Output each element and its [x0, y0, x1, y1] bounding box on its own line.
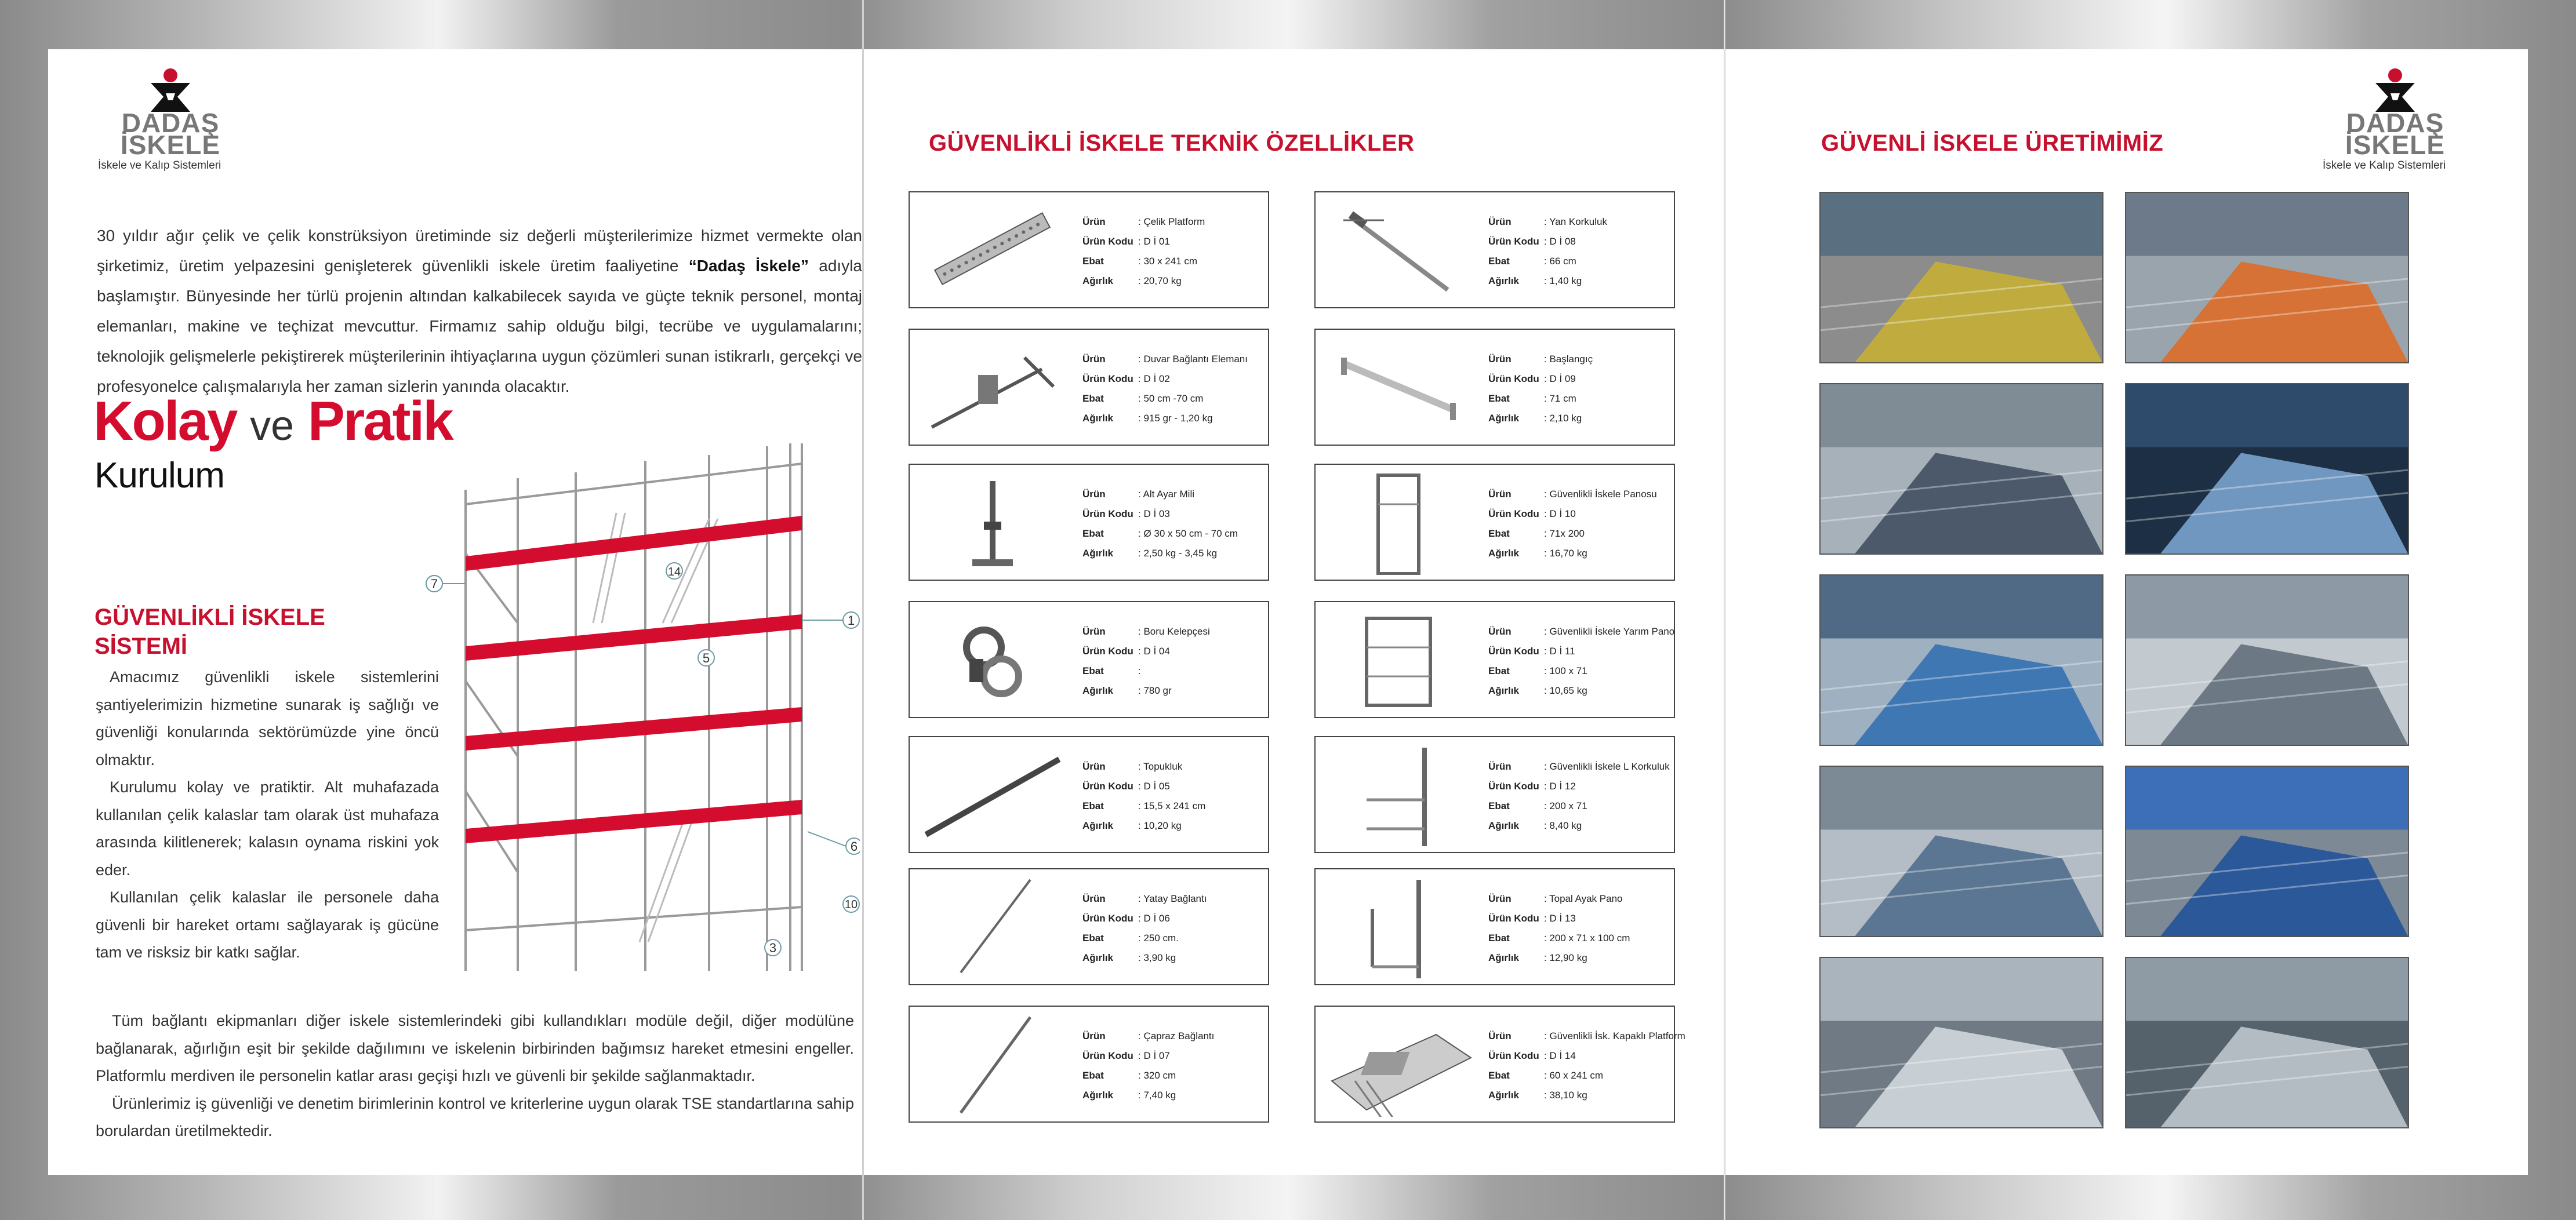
leg-frame-icon: [1320, 874, 1477, 979]
spec-label: Ürün Kodu: [1082, 508, 1133, 519]
spec-label: Ebat: [1488, 393, 1510, 404]
spec-row: [1488, 252, 1607, 271]
spec-value: : Çelik Platform: [1138, 216, 1205, 227]
product-card: [1314, 464, 1675, 581]
spec-value: : D İ 06: [1138, 913, 1170, 924]
spec-row: [1082, 622, 1210, 642]
body-paragraph-1: Amacımız güvenlikli iskele sistemlerini şantiyelerimizin hizmetine sunarak iş sağlığı ve güvenliği konularında sektörümüzde yine öncü olmaktır.: [96, 668, 439, 769]
callout-7: 7: [430, 577, 438, 591]
spec-value: : Yatay Bağlantı: [1138, 893, 1207, 904]
spec-row: [1488, 642, 1674, 661]
spec-value: : 10,20 kg: [1138, 820, 1182, 831]
spec-label: Ürün: [1082, 893, 1106, 904]
spec-row: [1082, 796, 1205, 816]
product-card: [1314, 1006, 1685, 1123]
press-machine-photo: [1819, 192, 2103, 363]
half-frame-icon: [1320, 607, 1477, 712]
spec-label: Ürün Kodu: [1082, 373, 1133, 384]
spec-row: [1488, 1066, 1685, 1086]
spec-label: Ürün Kodu: [1082, 236, 1133, 247]
blue-stacks-photo: [2125, 766, 2409, 937]
spec-list: [1488, 622, 1674, 701]
callout-1: 1: [847, 613, 855, 628]
system-description: [96, 664, 439, 967]
specs-title: GÜVENLİKLİ İSKELE TEKNİK ÖZELLİKLER: [929, 130, 1415, 156]
spec-row: [1082, 777, 1205, 796]
spec-row: [1488, 1026, 1685, 1046]
brand-name-line1: DADAŞ: [2346, 108, 2444, 138]
side-rail-icon: [1320, 197, 1477, 303]
brand-tagline: İskele ve Kalıp Sistemleri: [2323, 159, 2446, 172]
pipe-bundles-photo: [2125, 957, 2409, 1128]
spec-value: : 2,50 kg - 3,45 kg: [1138, 548, 1218, 559]
brand-name-line2: İSKELE: [120, 130, 221, 160]
spec-value: : 20,70 kg: [1138, 275, 1182, 286]
spec-value: : Ø 30 x 50 cm - 70 cm: [1138, 528, 1238, 539]
page-production: [1725, 49, 2528, 1175]
spec-label: Ürün Kodu: [1488, 646, 1539, 657]
callout-3: 3: [769, 941, 777, 955]
spec-value: : 50 cm -70 cm: [1138, 393, 1204, 404]
brand-name-line1: DADAŞ: [121, 108, 220, 138]
spec-row: [1082, 928, 1207, 948]
spec-value: : 12,90 kg: [1544, 952, 1587, 963]
spec-row: [1082, 544, 1238, 563]
product-card: [909, 868, 1269, 985]
brand-logo: [92, 68, 249, 178]
spec-row: [1488, 1046, 1685, 1066]
spec-label: Ürün: [1488, 626, 1512, 637]
spec-label: Ürün: [1082, 1030, 1106, 1041]
workshop-photo: [1819, 766, 2103, 937]
spec-value: : Başlangıç: [1544, 354, 1593, 365]
spec-label: Ebat: [1082, 256, 1104, 267]
spec-row: [1082, 1046, 1214, 1066]
spec-row: [1082, 504, 1238, 524]
spec-value: : 3,90 kg: [1138, 952, 1176, 963]
spec-value: : Duvar Bağlantı Elemanı: [1138, 354, 1248, 365]
spec-value: : D İ 12: [1544, 781, 1576, 792]
spec-list: [1488, 757, 1670, 836]
spec-label: Ebat: [1488, 933, 1510, 944]
product-card: [909, 464, 1269, 581]
spec-label: Ağırlık: [1082, 548, 1113, 559]
product-card: [1314, 868, 1675, 985]
spec-label: Ürün: [1082, 354, 1106, 365]
section-title-line2: SİSTEMİ: [95, 633, 188, 659]
spec-label: Ağırlık: [1488, 685, 1519, 696]
spec-row: [1488, 661, 1674, 681]
spec-value: : D İ 07: [1138, 1050, 1170, 1061]
spec-value: : D İ 10: [1544, 508, 1576, 519]
spec-label: Ürün Kodu: [1082, 646, 1133, 657]
spec-label: Ağırlık: [1082, 1090, 1113, 1101]
intro-text-2: adıyla başlamıştır. Bünyesinde her türlü projenin altından kalkabilecek sayıda ve güçte teknik personel, montaj elemanları, makine ve teçhizat mevcuttur. Firmamız sahip olduğu bilgi, tecrübe ve uygulamalarını; teknolojik gelişmelerle pekiştirerek müşterilerinin ihtiyaçlarına uygun çözümleri sunan istikrarlı, gerçekçi ve profesyonelce çalışmalarıyla her zaman sizlerin yanında olacaktır.: [97, 257, 863, 395]
spec-row: [1082, 889, 1207, 909]
spec-value: : 71x 200: [1544, 528, 1585, 539]
intro-brand-name: “Dadaş İskele”: [688, 257, 809, 275]
spec-row: [1488, 757, 1670, 777]
spec-label: Ürün: [1082, 761, 1106, 772]
spec-label: Ürün Kodu: [1488, 781, 1539, 792]
spec-value: : 2,10 kg: [1544, 413, 1582, 424]
pipe-clamp-icon: [914, 607, 1071, 712]
bottom-paragraph-1: Tüm bağlantı ekipmanları diğer iskele sistemlerindeki gibi kullandıkları modüle değil, diğer modülüne bağlanarak, ağırlığın eşit bir şekilde dağılımını ve iskelenin birbirinden bağımsız hareket etmesini engeller. Platformlu merdiven ile personelin katlar arası geçişi hızlı ve güvenli bir şekilde sağlanmaktadır.: [96, 1012, 854, 1084]
spec-row: [1488, 232, 1607, 252]
logo-mark-icon: [147, 68, 194, 113]
spec-label: Ürün: [1488, 489, 1512, 500]
steel-platform-icon: [914, 197, 1071, 303]
spec-label: Ağırlık: [1082, 952, 1113, 963]
callout-6: 6: [850, 839, 858, 854]
spec-value: : 1,40 kg: [1544, 275, 1582, 286]
welding-photo: [2125, 383, 2409, 555]
wall-tie-icon: [914, 334, 1071, 440]
spec-value: : D İ 05: [1138, 781, 1170, 792]
product-card: [909, 329, 1269, 446]
spec-label: Ürün Kodu: [1488, 236, 1539, 247]
headline-word2: Pratik: [307, 390, 452, 452]
headline: [93, 392, 452, 455]
spec-row: [1488, 212, 1607, 232]
spec-row: [1488, 504, 1657, 524]
spec-label: Ürün: [1488, 354, 1512, 365]
spec-label: Ağırlık: [1082, 685, 1113, 696]
spec-list: [1488, 889, 1630, 968]
spec-value: : Alt Ayar Mili: [1138, 489, 1194, 500]
frame-stock-photo: [1819, 383, 2103, 555]
spec-list: [1082, 757, 1205, 836]
spec-list: [1488, 1026, 1685, 1105]
spec-label: Ebat: [1488, 256, 1510, 267]
spec-row: [1082, 642, 1210, 661]
spec-label: Ürün Kodu: [1488, 913, 1539, 924]
callout-14: 14: [667, 566, 681, 578]
spec-label: Ağırlık: [1488, 1090, 1519, 1101]
spec-value: : D İ 09: [1544, 373, 1576, 384]
spec-list: [1488, 212, 1607, 291]
spec-list: [1488, 349, 1593, 428]
spec-row: [1082, 1066, 1214, 1086]
spec-row: [1082, 1086, 1214, 1105]
brand-name-line2: İSKELE: [2345, 130, 2446, 160]
spec-row: [1488, 389, 1593, 409]
spec-value: : 250 cm.: [1138, 933, 1179, 944]
spec-label: Ürün: [1488, 1030, 1512, 1041]
spec-row: [1082, 661, 1210, 681]
product-card: [1314, 736, 1675, 853]
spec-value: : Topukluk: [1138, 761, 1183, 772]
spec-label: Ürün Kodu: [1488, 508, 1539, 519]
spec-label: Ağırlık: [1082, 413, 1113, 424]
product-card: [909, 1006, 1269, 1123]
spec-label: Ebat: [1082, 665, 1104, 676]
spec-label: Ürün: [1082, 626, 1106, 637]
spec-value: : Güvenlikli İskele L Korkuluk: [1544, 761, 1670, 772]
headline-line2: Kurulum: [95, 456, 224, 496]
spec-row: [1082, 232, 1205, 252]
spec-row: [1488, 485, 1657, 504]
spec-list: [1082, 889, 1207, 968]
spec-row: [1082, 485, 1238, 504]
spec-row: [1488, 796, 1670, 816]
spec-value: : 200 x 71: [1544, 800, 1587, 811]
spec-row: [1082, 948, 1207, 968]
product-card: [1314, 329, 1675, 446]
spec-row: [1082, 681, 1210, 701]
spec-value: : 780 gr: [1138, 685, 1172, 696]
spec-value: : Topal Ayak Pano: [1544, 893, 1623, 904]
spec-row: [1082, 212, 1205, 232]
spec-value: : Çapraz Bağlantı: [1138, 1030, 1215, 1041]
spec-row: [1082, 909, 1207, 928]
spec-list: [1082, 349, 1248, 428]
spec-value: : 60 x 241 cm: [1544, 1070, 1604, 1081]
spec-value: : 320 cm: [1138, 1070, 1176, 1081]
spec-value: : D İ 14: [1544, 1050, 1576, 1061]
headline-word1: Kolay: [93, 390, 237, 452]
spec-row: [1488, 816, 1670, 836]
spec-row: [1082, 271, 1205, 291]
section-title-line1: GÜVENLİKLİ İSKELE: [95, 604, 325, 630]
product-card: [1314, 601, 1675, 718]
product-card: [909, 191, 1269, 308]
spec-list: [1082, 212, 1205, 291]
spec-value: : Güvenlikli İskele Panosu: [1544, 489, 1657, 500]
spec-label: Ürün: [1488, 216, 1512, 227]
spec-label: Ebat: [1082, 933, 1104, 944]
scaffold-illustration: [408, 432, 860, 988]
spec-row: [1082, 816, 1205, 836]
spec-value: : Yan Korkuluk: [1544, 216, 1607, 227]
spec-value: :: [1138, 665, 1141, 676]
brand-tagline: İskele ve Kalıp Sistemleri: [98, 159, 221, 172]
horizontal-bar-icon: [914, 874, 1071, 979]
spec-value: : D İ 04: [1138, 646, 1170, 657]
l-rail-icon: [1320, 742, 1477, 847]
production-title: GÜVENLİ İSKELE ÜRETİMİMİZ: [1821, 130, 2164, 156]
galvanized-frames-photo: [1819, 957, 2103, 1128]
diagonal-brace-icon: [914, 1011, 1071, 1117]
spec-label: Ebat: [1082, 800, 1104, 811]
spec-value: : D İ 02: [1138, 373, 1170, 384]
spec-row: [1488, 271, 1607, 291]
perforating-machine-photo: [2125, 192, 2409, 363]
section-title: [95, 603, 373, 661]
body-paragraph-2: Kurulumu kolay ve pratiktir. Alt muhafazada kullanılan çelik kalaslar tam olarak üst muhafaza arasında kilitlenerek; kalasın oynama riskini yok eder.: [96, 778, 439, 879]
spec-label: Ebat: [1488, 800, 1510, 811]
spec-row: [1082, 369, 1248, 389]
spec-value: : 15,5 x 241 cm: [1138, 800, 1206, 811]
spec-value: : D İ 03: [1138, 508, 1170, 519]
spec-label: Ürün Kodu: [1082, 913, 1133, 924]
spec-value: : 100 x 71: [1544, 665, 1587, 676]
spec-label: Ürün: [1082, 216, 1106, 227]
brand-logo-right: [2317, 68, 2473, 178]
spec-label: Ürün Kodu: [1082, 781, 1133, 792]
intro-text-1: 30 yıldır ağır çelik ve çelik konstrüksiyon üretiminde siz değerli müşterilerimize hizmet vermekte olan şirketimiz, üretim yelpazesini genişleterek güvenlikli iskele üretim faaliyetine: [97, 227, 862, 275]
spec-value: : D İ 11: [1544, 646, 1575, 657]
spec-value: : Boru Kelepçesi: [1138, 626, 1210, 637]
toe-board-icon: [914, 742, 1071, 847]
spec-value: : 16,70 kg: [1544, 548, 1587, 559]
spec-label: Ağırlık: [1488, 275, 1519, 286]
page-technical-specs: [864, 49, 1724, 1175]
spec-value: : D İ 13: [1544, 913, 1576, 924]
logo-mark-icon: [2372, 68, 2418, 113]
spec-value: : 10,65 kg: [1544, 685, 1587, 696]
spec-row: [1488, 928, 1630, 948]
spec-row: [1488, 544, 1657, 563]
product-card: [909, 736, 1269, 853]
spec-label: Ağırlık: [1488, 548, 1519, 559]
intro-paragraph: [97, 221, 862, 402]
spec-label: Ağırlık: [1488, 820, 1519, 831]
spec-list: [1082, 1026, 1214, 1105]
spec-label: Ağırlık: [1082, 275, 1113, 286]
spec-row: [1082, 389, 1248, 409]
callout-5: 5: [702, 651, 710, 665]
spec-label: Ebat: [1488, 528, 1510, 539]
base-jack-icon: [914, 469, 1071, 575]
spec-row: [1488, 909, 1630, 928]
spec-value: : 66 cm: [1544, 256, 1576, 267]
spec-row: [1488, 524, 1657, 544]
spec-row: [1488, 349, 1593, 369]
spec-value: : Güvenlikli İskele Yarım Pano: [1544, 626, 1675, 637]
factory-hall-photo: [2125, 574, 2409, 746]
body-paragraph-3: Kullanılan çelik kalaslar ile personele daha güvenli bir hareket ortamı sağlayarak iş gücüne tam ve risksiz bir katkı sağlar.: [96, 888, 439, 961]
spec-label: Ebat: [1082, 1070, 1104, 1081]
spec-value: : D İ 08: [1544, 236, 1576, 247]
spec-list: [1082, 622, 1210, 701]
bottom-description: [96, 1007, 854, 1145]
spec-row: [1488, 948, 1630, 968]
spec-label: Ürün: [1082, 489, 1106, 500]
frame-panel-icon: [1320, 469, 1477, 575]
spec-value: : 915 gr - 1,20 kg: [1138, 413, 1213, 424]
spec-value: : 200 x 71 x 100 cm: [1544, 933, 1630, 944]
spec-label: Ebat: [1488, 1070, 1510, 1081]
headline-ve: ve: [250, 403, 295, 449]
callout-10: 10: [844, 898, 858, 911]
spec-label: Ebat: [1488, 665, 1510, 676]
spec-row: [1488, 1086, 1685, 1105]
spec-label: Ürün: [1488, 761, 1512, 772]
bottom-paragraph-2: Ürünlerimiz iş güvenliği ve denetim birimlerinin kontrol ve kriterlerine uygun olarak TSE standartlarına sahip borulardan üretilmektedir.: [96, 1094, 854, 1139]
spec-label: Ürün: [1488, 893, 1512, 904]
spec-row: [1082, 1026, 1214, 1046]
spec-row: [1488, 777, 1670, 796]
spec-label: Ebat: [1082, 393, 1104, 404]
spec-row: [1082, 409, 1248, 428]
spec-row: [1082, 524, 1238, 544]
spec-label: Ürün Kodu: [1488, 1050, 1539, 1061]
product-card: [909, 601, 1269, 718]
spec-row: [1082, 349, 1248, 369]
starter-icon: [1320, 334, 1477, 440]
spec-value: : Güvenlikli İsk. Kapaklı Platform: [1544, 1030, 1685, 1041]
spec-row: [1488, 622, 1674, 642]
spec-row: [1488, 409, 1593, 428]
spec-row: [1082, 252, 1205, 271]
spec-label: Ürün Kodu: [1488, 373, 1539, 384]
spec-list: [1488, 485, 1657, 563]
sheet-press-photo: [1819, 574, 2103, 746]
product-card: [1314, 191, 1675, 308]
spec-label: Ürün Kodu: [1082, 1050, 1133, 1061]
spec-value: : 38,10 kg: [1544, 1090, 1587, 1101]
spec-label: Ağırlık: [1488, 952, 1519, 963]
spec-label: Ağırlık: [1082, 820, 1113, 831]
spec-row: [1488, 369, 1593, 389]
spec-list: [1082, 485, 1238, 563]
spec-value: : D İ 01: [1138, 236, 1170, 247]
spec-label: Ağırlık: [1488, 413, 1519, 424]
spec-value: : 8,40 kg: [1544, 820, 1582, 831]
spec-value: : 30 x 241 cm: [1138, 256, 1198, 267]
spec-value: : 71 cm: [1544, 393, 1576, 404]
spec-row: [1488, 681, 1674, 701]
page-company-intro: [48, 49, 863, 1175]
spec-row: [1082, 757, 1205, 777]
spec-label: Ebat: [1082, 528, 1104, 539]
hatch-platform-icon: [1320, 1011, 1477, 1117]
spec-value: : 7,40 kg: [1138, 1090, 1176, 1101]
spec-row: [1488, 889, 1630, 909]
